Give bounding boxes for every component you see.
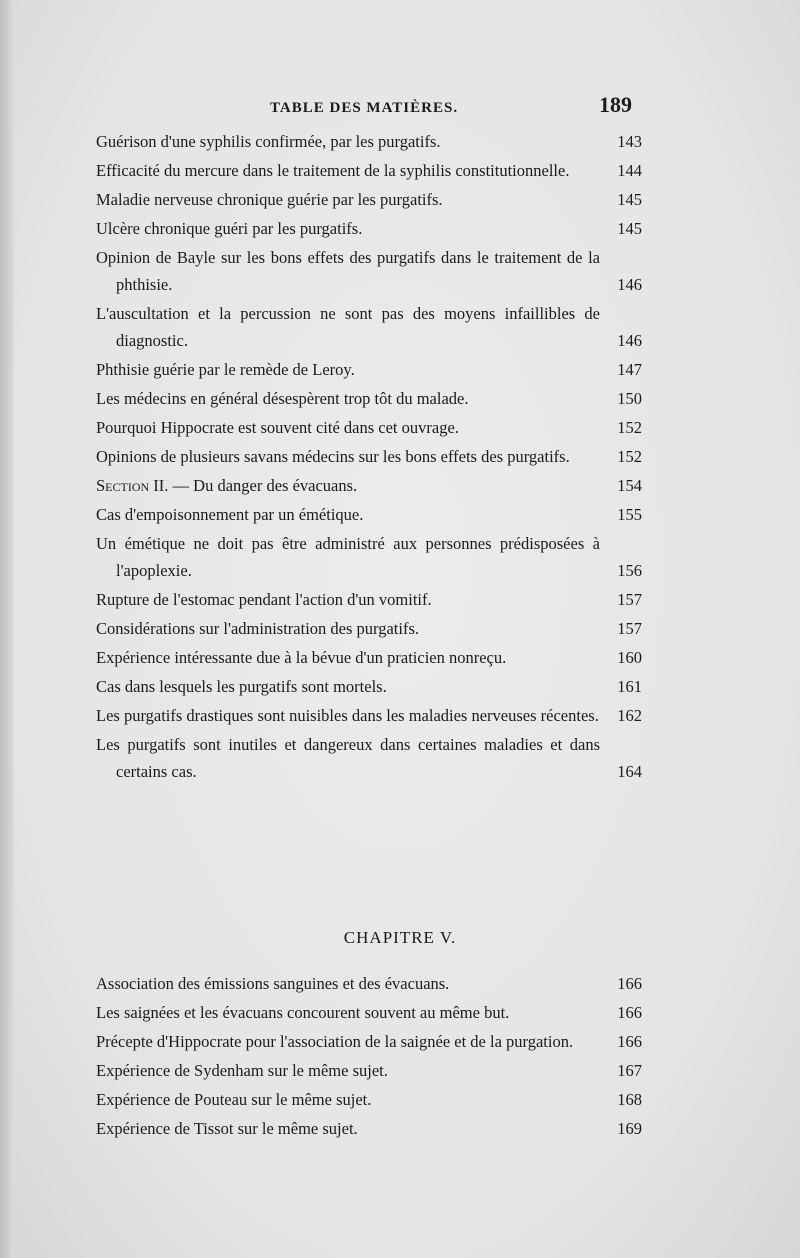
toc-page-ref: 164 (617, 762, 642, 781)
toc-entry: Un émétique ne doit pas être administré aux personnes prédisposées à l'apoplexie. 156 (96, 530, 644, 584)
toc-page-ref: 166 (617, 974, 642, 993)
toc-page-ref: 169 (617, 1119, 642, 1138)
toc-page-ref: 166 (617, 1003, 642, 1022)
toc-page-ref: 145 (617, 190, 642, 209)
toc-entry: Les purgatifs drastiques sont nuisibles dans les maladies nerveuses récentes. 162 (96, 702, 644, 729)
toc-page-ref: 157 (617, 590, 642, 609)
toc-page-ref: 168 (617, 1090, 642, 1109)
toc-page-ref: 152 (617, 447, 642, 466)
toc-entry: Rupture de l'estomac pendant l'action d'un vomitif. 157 (96, 586, 644, 613)
toc-page-ref: 160 (617, 648, 642, 667)
toc-page-ref: 145 (617, 219, 642, 238)
toc-page-ref: 144 (617, 161, 642, 180)
toc-entry: Expérience intéressante due à la bévue d'un praticien nonreçu. 160 (96, 644, 644, 671)
toc-page-ref: 143 (617, 132, 642, 151)
toc-page-ref: 154 (617, 476, 642, 495)
toc-page-ref: 155 (617, 505, 642, 524)
toc-page-ref: 161 (617, 677, 642, 696)
toc-page-ref: 167 (617, 1061, 642, 1080)
toc-page-ref: 157 (617, 619, 642, 638)
page-header (270, 92, 640, 122)
toc-page-ref: 147 (617, 360, 642, 379)
toc-entry: Phthisie guérie par le remède de Leroy. 147 (96, 356, 644, 383)
toc-entry: L'auscultation et la percussion ne sont pas des moyens infaillibles de diagnostic. 146 (96, 300, 644, 354)
toc-entry: Guérison d'une syphilis confirmée, par les purgatifs. 143 (96, 128, 644, 155)
toc-list-top (96, 128, 644, 785)
toc-entry: Les purgatifs sont inutiles et dangereux dans certaines maladies et dans certains cas. 164 (96, 731, 644, 785)
toc-entry: Efficacité du mercure dans le traitement de la syphilis constitutionnelle. 144 (96, 157, 644, 184)
toc-page-ref: 156 (617, 561, 642, 580)
toc-entry: Expérience de Pouteau sur le même sujet. 168 (96, 1086, 644, 1113)
toc-page-ref: 146 (617, 275, 642, 294)
toc-entry: Maladie nerveuse chronique guérie par les purgatifs. 145 (96, 186, 644, 213)
toc-entry: Cas dans lesquels les purgatifs sont mortels. 161 (96, 673, 644, 700)
toc-entry: Expérience de Sydenham sur le même sujet. 167 (96, 1057, 644, 1084)
toc-entry: Cas d'empoisonnement par un émétique. 155 (96, 501, 644, 528)
toc-entry: Association des émissions sanguines et des évacuans. 166 (96, 970, 644, 997)
page-edge-shadow (0, 0, 14, 1258)
toc-page-ref: 166 (617, 1032, 642, 1051)
toc-entry: Expérience de Tissot sur le même sujet. 169 (96, 1115, 644, 1142)
page-number: 189 (599, 92, 632, 117)
chapter-heading: CHAPITRE V. (343, 928, 457, 947)
toc-entry: Opinion de Bayle sur les bons effets des purgatifs dans le traitement de la phthisie. 146 (96, 244, 644, 298)
running-title: TABLE DES MATIÈRES. (270, 100, 459, 116)
toc-entry: Les médecins en général désespèrent trop tôt du malade. 150 (96, 385, 644, 412)
toc-entry: Pourquoi Hippocrate est souvent cité dans cet ouvrage. 152 (96, 414, 644, 441)
toc-entry: Précepte d'Hippocrate pour l'association de la saignée et de la purgation. 166 (96, 1028, 644, 1055)
toc-entry: Considérations sur l'administration des purgatifs. 157 (96, 615, 644, 642)
toc-entry: Les saignées et les évacuans concourent souvent au même but. 166 (96, 999, 644, 1026)
toc-list-bottom (96, 970, 644, 1142)
toc-entry: Opinions de plusieurs savans médecins sur les bons effets des purgatifs. 152 (96, 443, 644, 470)
section-label: Section (96, 476, 150, 495)
toc-entry: Ulcère chronique guéri par les purgatifs. 145 (96, 215, 644, 242)
toc-page-ref: 146 (617, 331, 642, 350)
toc-page-ref: 162 (617, 706, 642, 725)
toc-page-ref: 152 (617, 418, 642, 437)
toc-page-ref: 150 (617, 389, 642, 408)
toc-section-entry: Section II. — Du danger des évacuans. 154 (96, 472, 644, 499)
